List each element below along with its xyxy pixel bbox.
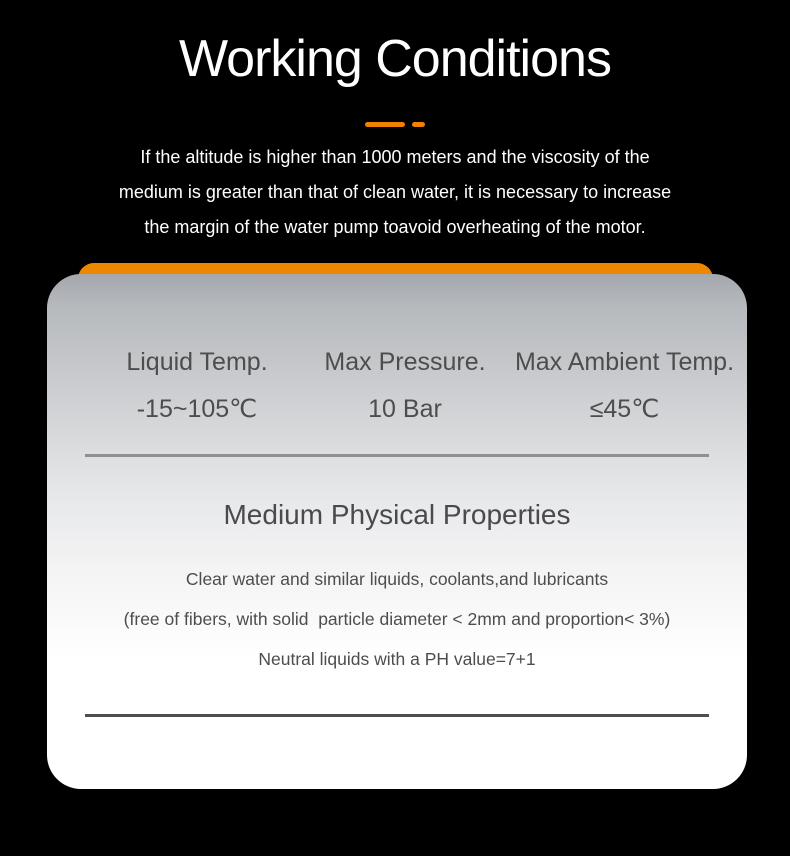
spec-value: ≤45℃ <box>589 395 660 423</box>
spec-max-pressure <box>305 348 505 424</box>
medium-properties <box>47 559 747 679</box>
intro-paragraph <box>0 140 790 245</box>
info-card <box>47 274 747 789</box>
spec-row <box>47 348 747 468</box>
divider-dash-short-icon <box>412 122 425 127</box>
spec-label: Liquid Temp. <box>126 348 268 376</box>
spec-value: -15~105℃ <box>136 395 258 423</box>
spec-max-ambient-temp <box>502 348 747 424</box>
spec-label: Max Ambient Temp. <box>514 348 735 376</box>
divider-line-bottom <box>85 714 709 717</box>
spec-liquid-temp <box>97 348 297 424</box>
intro-line: the margin of the water pump toavoid overheating of the motor. <box>144 217 646 237</box>
divider-line-top <box>85 454 709 457</box>
spec-value: 10 Bar <box>368 395 442 423</box>
title-divider <box>0 121 790 127</box>
divider-dash-long-icon <box>365 122 405 127</box>
section-title: Medium Physical Properties <box>223 499 571 530</box>
medium-property-line: Clear water and similar liquids, coolants,and lubricants <box>185 569 609 589</box>
spec-label: Max Pressure. <box>324 348 486 376</box>
intro-line: If the altitude is higher than 1000 meters and the viscosity of the <box>140 147 650 167</box>
page-title: Working Conditions <box>179 30 611 88</box>
intro-line: medium is greater than that of clean water, it is necessary to increase <box>118 182 672 202</box>
medium-property-line: Neutral liquids with a PH value=7+1 <box>258 649 536 669</box>
medium-property-line: (free of fibers, with solid particle diameter < 2mm and proportion< 3%) <box>123 609 671 629</box>
